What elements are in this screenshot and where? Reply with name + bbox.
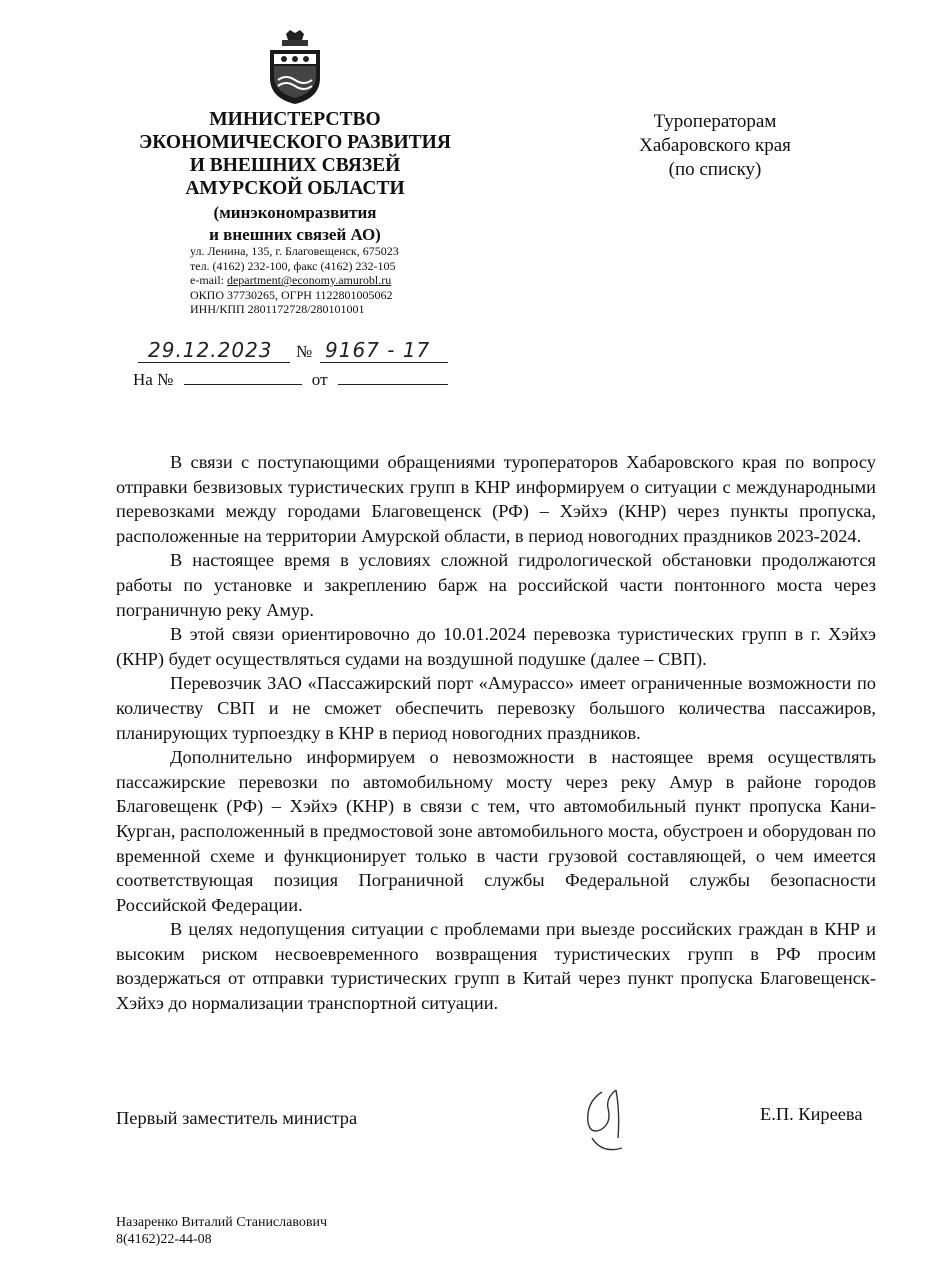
body-paragraph: В связи с поступающими обращениями туроператоров Хабаровского края по вопросу отправки безвизовых туристических групп в КНР информируем о ситуации с международными перевозками между городами Благовещенск (РФ) – Хэйхэ (КНР) через пункты пропуска, расположенные на территории Амурской области, в период новогодних праздников 2023-2024. xyxy=(116,452,876,546)
addressee-line: (по списку) xyxy=(668,159,762,180)
address: ул. Ленина, 135, г. Благовещенск, 675023 xyxy=(190,244,399,258)
body-paragraph: Перевозчик ЗАО «Пассажирский порт «Амурассо» имеет ограниченные возможности по количеству СВП и не сможет обеспечить перевозку большого количества пассажиров, планирующих турпоездку в КНР в период новогодних праздников. xyxy=(116,673,876,743)
handwritten-signature xyxy=(572,1082,642,1162)
registration-date: 29.12.2023 xyxy=(148,338,273,362)
registration-number: 9167 - 17 xyxy=(325,338,431,362)
date-underline xyxy=(138,362,290,363)
reply-from-label: от xyxy=(311,370,328,389)
body-paragraph: В этой связи ориентировочно до 10.01.2024 перевозка туристических групп в г. Хэйхэ (КНР) будет осуществляться судами на воздушной подушке (далее – СВП). xyxy=(116,624,876,669)
reply-number-blank xyxy=(184,370,302,385)
email-label: e-mail: xyxy=(190,273,227,288)
signatory-name: Е.П. Киреева xyxy=(760,1104,863,1124)
ministry-short-line: (минэкономразвития xyxy=(213,203,377,222)
addressee xyxy=(610,110,820,182)
ministry-line: И ВНЕШНИХ СВЯЗЕЙ xyxy=(189,155,401,176)
okpo-ogrn: ОКПО 37730265, ОГРН 1122801005062 xyxy=(190,287,393,302)
ministry-contacts xyxy=(190,244,450,317)
reply-date-blank xyxy=(338,370,448,385)
reply-reference-line xyxy=(133,370,448,390)
phone-fax: тел. (4162) 232-100, факс (4162) 232-105 xyxy=(190,258,396,273)
email-link[interactable]: department@economy.amurobl.ru xyxy=(226,273,392,288)
registration-line xyxy=(120,336,460,366)
ministry-line: ЭКОНОМИЧЕСКОГО РАЗВИТИЯ xyxy=(139,132,451,153)
inn-kpp: ИНН/КПП 2801172728/280101001 xyxy=(190,302,365,317)
ministry-line: МИНИСТЕРСТВО xyxy=(209,109,381,130)
executor-info xyxy=(116,1214,327,1248)
executor-phone: 8(4162)22-44-08 xyxy=(116,1232,212,1247)
ministry-short-line: и внешних связей АО) xyxy=(209,225,381,244)
addressee-line: Хабаровского края xyxy=(639,135,791,156)
body-paragraph: В целях недопущения ситуации с проблемами при выезде российских граждан в КНР и высоким риском несвоевременного возвращения туристических групп в РФ просим воздержаться от отправки туристических групп в Китай через пункт пропуска Благовещенск-Хэйхэ до нормализации транспортной ситуации. xyxy=(116,919,876,1014)
executor-name: Назаренко Виталий Станиславович xyxy=(116,1215,328,1230)
ministry-name xyxy=(110,108,480,246)
signatory-title: Первый заместитель министра xyxy=(116,1108,358,1128)
ministry-line: АМУРСКОЙ ОБЛАСТИ xyxy=(185,178,405,199)
ministry-short-name xyxy=(110,202,480,246)
letter-body xyxy=(116,450,876,1016)
number-label: № xyxy=(296,342,313,361)
reply-number-label: На № xyxy=(133,370,174,389)
body-paragraph: Дополнительно информируем о невозможности в настоящее время осуществлять пассажирские перевозки по автомобильному мосту через реку Амур в районе городов Благовещенк (РФ) – Хэйхэ (КНР) в связи с тем, что автомобильный пункт пропуска Кани-Курган, расположенный в предмостовой зоне автомобильного моста, обустроен и оборудован по временной схеме и функционирует только в части грузовой составляющей, о чем имеется соответствующая позиция Пограничной службы Федеральной службы безопасности Российской Федерации. xyxy=(116,747,876,915)
body-paragraph: В настоящее время в условиях сложной гидрологической обстановки продолжаются работы по установке и закреплению барж на российской части понтонного моста через пограничную реку Амур. xyxy=(116,550,876,620)
email-line xyxy=(190,273,450,288)
addressee-line: Туроператорам xyxy=(653,111,777,132)
number-underline xyxy=(320,362,448,363)
coat-of-arms-icon xyxy=(264,28,326,106)
